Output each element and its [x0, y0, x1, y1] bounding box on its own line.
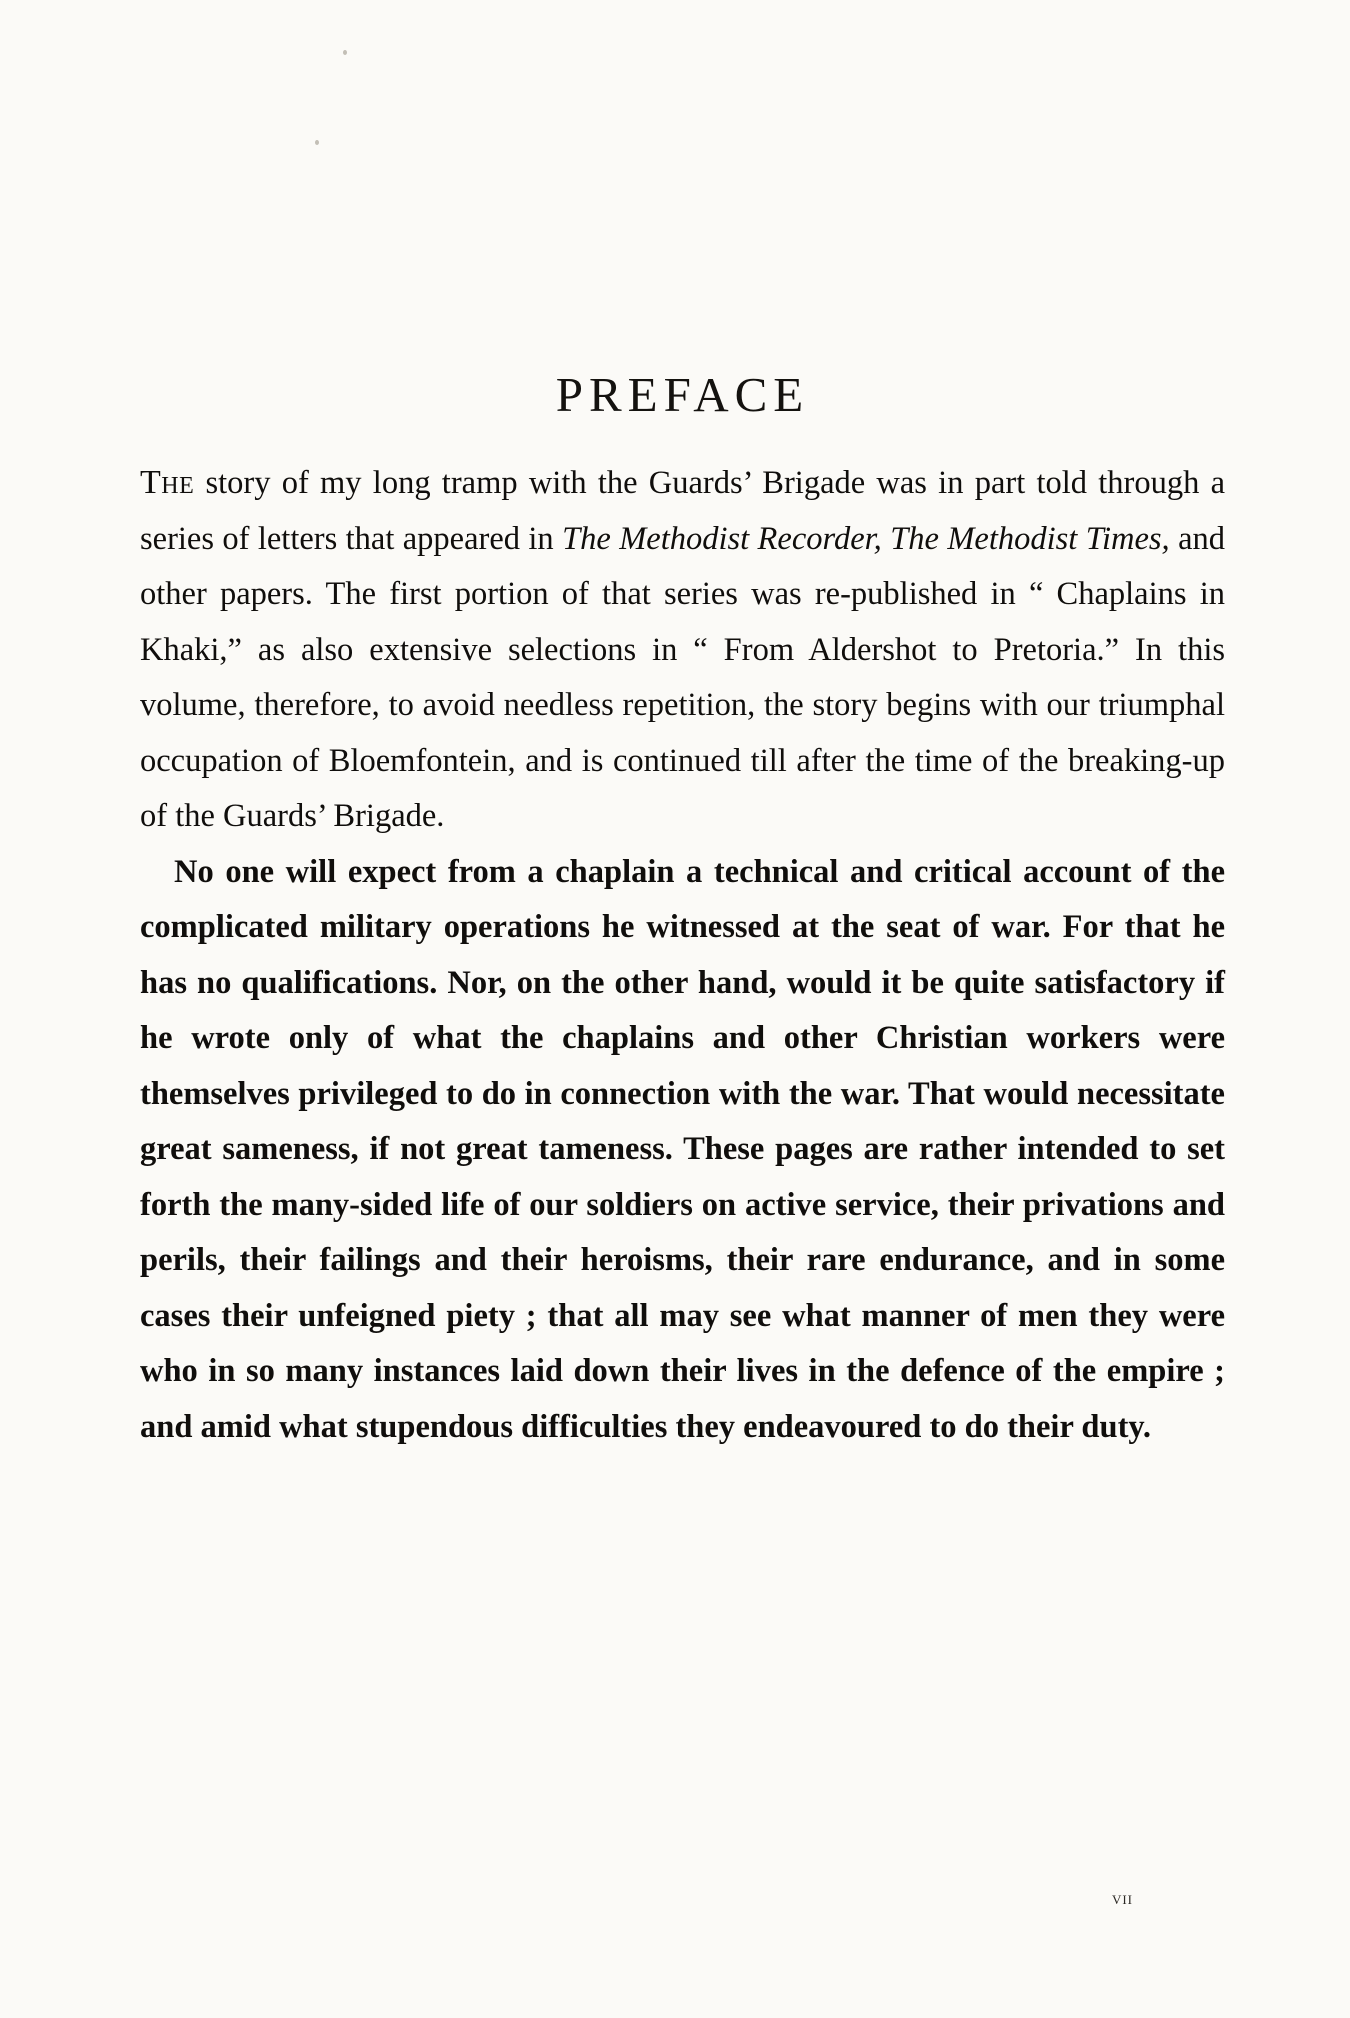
- scan-speck-icon: [315, 140, 319, 145]
- page-title: PREFACE: [555, 366, 810, 422]
- scan-speck-icon: [343, 50, 347, 55]
- paragraph-1-italic-title-2: The Methodist Times,: [890, 520, 1170, 557]
- paragraph-1-text-part-3: and other papers. The first portion of that series was re-published in “ Chaplains in Khaki,” as also extensive selections in “ From Aldershot to Pretoria.” In this volume, therefore, to avoid needless repetition, the story begins with our triumphal occupation of Bloemfontein, and is continued till after the time of the breaking-up of the Guards’ Brigade.: [140, 520, 1225, 834]
- page-content-area: [140, 0, 1225, 2018]
- paragraph-1-opening-words: The: [140, 464, 195, 501]
- paragraph-1: [140, 455, 1225, 845]
- paragraph-2: No one will expect from a chaplain a technical and critical account of the complicated military operations he witnessed at the seat of war. For that he has no qualifications. Nor, on the other hand, would it be quite satisfactory if he wrote only of what the chaplains and other Christian workers were themselves privileged to do in connection with the war. That would necessitate great sameness, if not great tameness. These pages are rather intended to set forth the many-sided life of our soldiers on active service, their privations and perils, their failings and their heroisms, their rare endurance, and in some cases their unfeigned piety ; that all may see what manner of men they were who in so many instances laid down their lives in the defence of the empire ; and amid what stupendous difficulties they endeavoured to do their duty.: [140, 853, 1225, 1445]
- paragraph-1-text-part-2: [882, 521, 890, 557]
- paragraph-1-text-part-1: story of my long tramp with the Guards’ Brigade was in part told through a series of letters that appeared in: [140, 465, 1225, 557]
- page-number: vii: [1111, 1888, 1133, 1909]
- body-text: [140, 455, 1225, 1455]
- paragraph-1-italic-title-1: The Methodist Recorder,: [562, 520, 882, 557]
